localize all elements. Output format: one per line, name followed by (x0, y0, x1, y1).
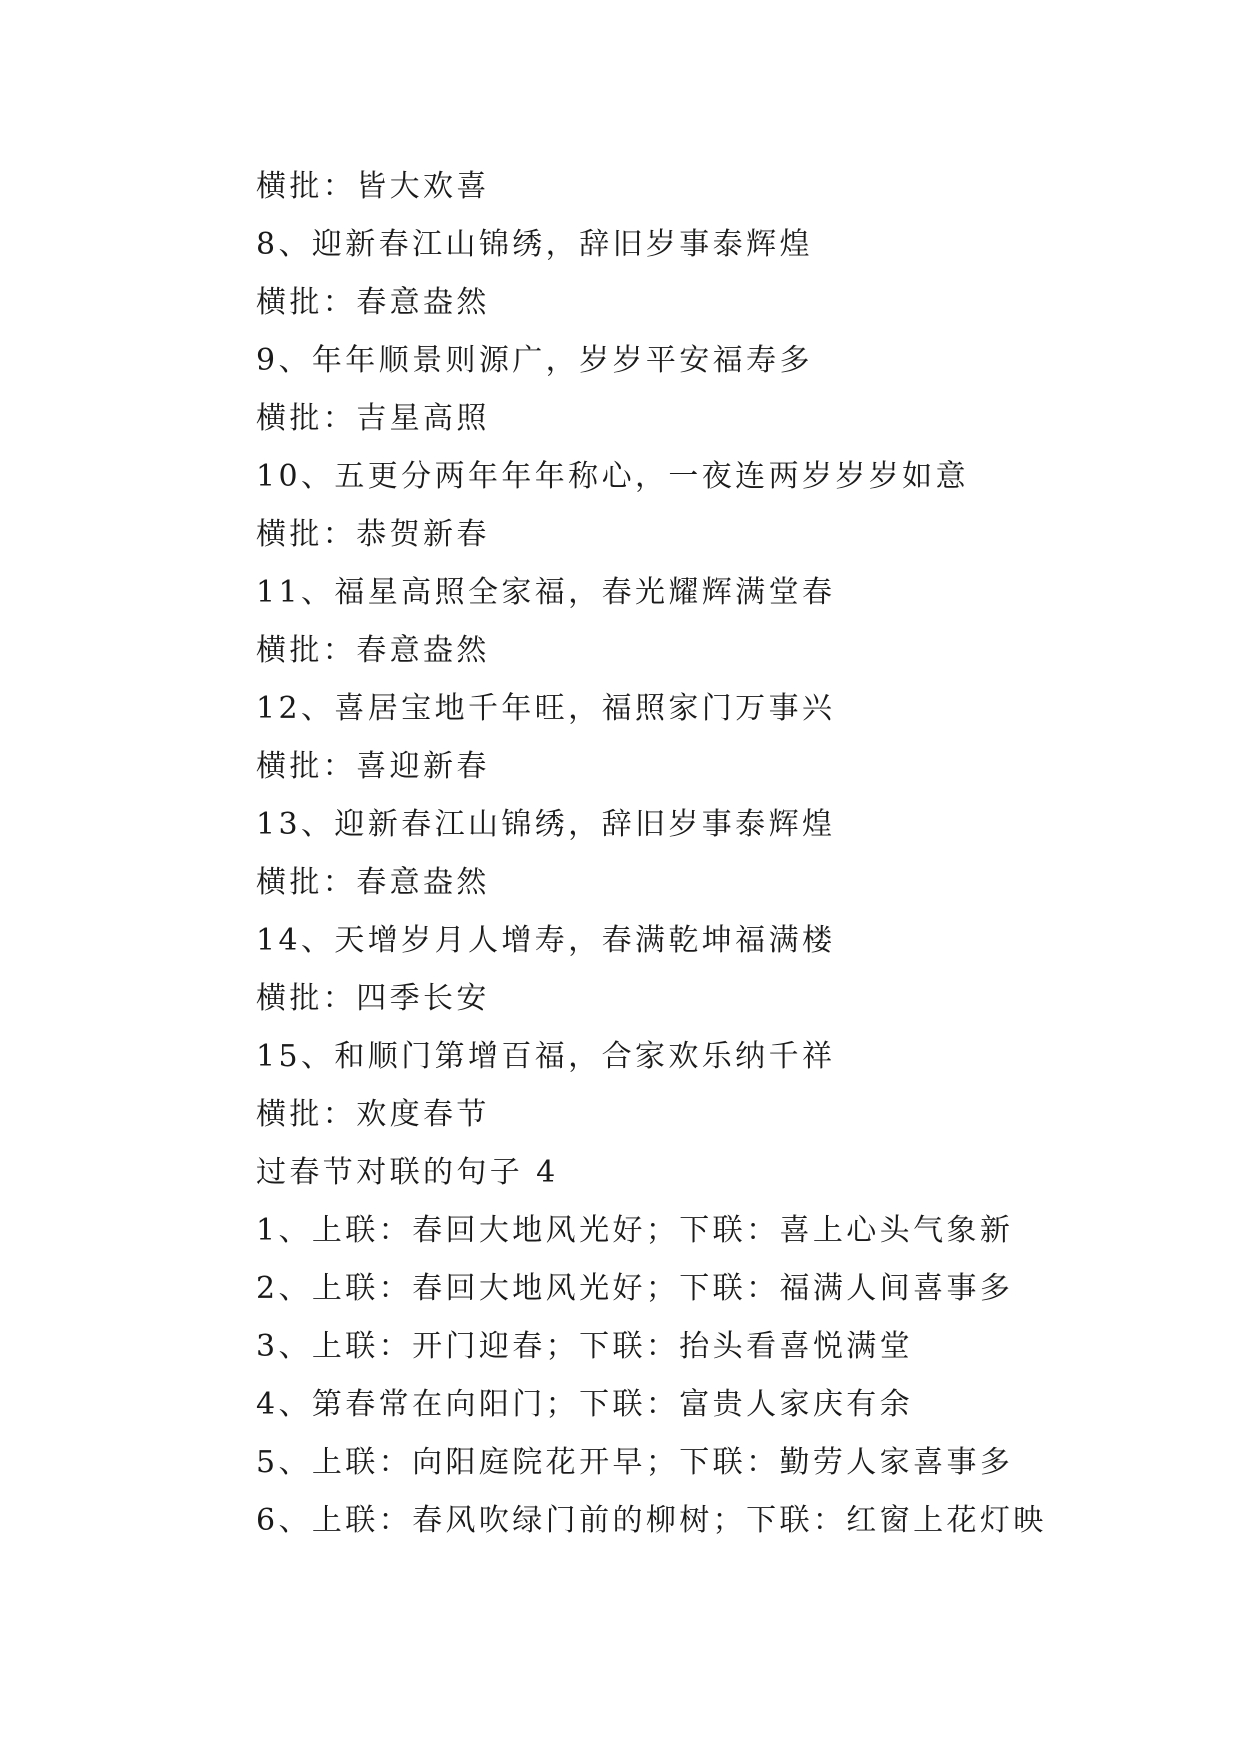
text-line: 13、迎新春江山锦绣，辞旧岁事泰辉煌 (256, 807, 836, 842)
text-line: 横批：春意盎然 (256, 285, 490, 320)
text-line: 1、上联：春回大地风光好；下联：喜上心头气象新 (256, 1213, 1014, 1248)
text-line: 横批：喜迎新春 (256, 749, 490, 784)
text-line: 横批：欢度春节 (256, 1097, 490, 1132)
text-line: 横批：恭贺新春 (256, 517, 490, 552)
text-line: 横批：春意盎然 (256, 633, 490, 668)
text-line: 4、第春常在向阳门；下联：富贵人家庆有余 (256, 1387, 914, 1422)
text-line: 3、上联：开门迎春；下联：抬头看喜悦满堂 (256, 1329, 914, 1364)
text-line: 横批：吉星高照 (256, 401, 490, 436)
text-line: 14、天增岁月人增寿，春满乾坤福满楼 (256, 923, 836, 958)
text-line: 横批：皆大欢喜 (256, 169, 490, 204)
text-line: 10、五更分两年年年称心，一夜连两岁岁岁如意 (256, 459, 969, 494)
text-line: 12、喜居宝地千年旺，福照家门万事兴 (256, 691, 836, 726)
text-line: 15、和顺门第增百福，合家欢乐纳千祥 (256, 1039, 836, 1074)
text-line: 5、上联：向阳庭院花开早；下联：勤劳人家喜事多 (256, 1445, 1014, 1480)
text-line: 11、福星高照全家福，春光耀辉满堂春 (256, 575, 836, 610)
section-heading: 过春节对联的句子 4 (256, 1155, 559, 1190)
document-body (256, 158, 1156, 1550)
text-line: 横批：四季长安 (256, 981, 490, 1016)
text-line: 9、年年顺景则源广，岁岁平安福寿多 (256, 343, 813, 378)
text-line: 2、上联：春回大地风光好；下联：福满人间喜事多 (256, 1271, 1014, 1306)
text-line: 横批：春意盎然 (256, 865, 490, 900)
text-line: 8、迎新春江山锦绣，辞旧岁事泰辉煌 (256, 227, 813, 262)
text-line: 6、上联：春风吹绿门前的柳树；下联：红窗上花灯映 (256, 1503, 1047, 1538)
